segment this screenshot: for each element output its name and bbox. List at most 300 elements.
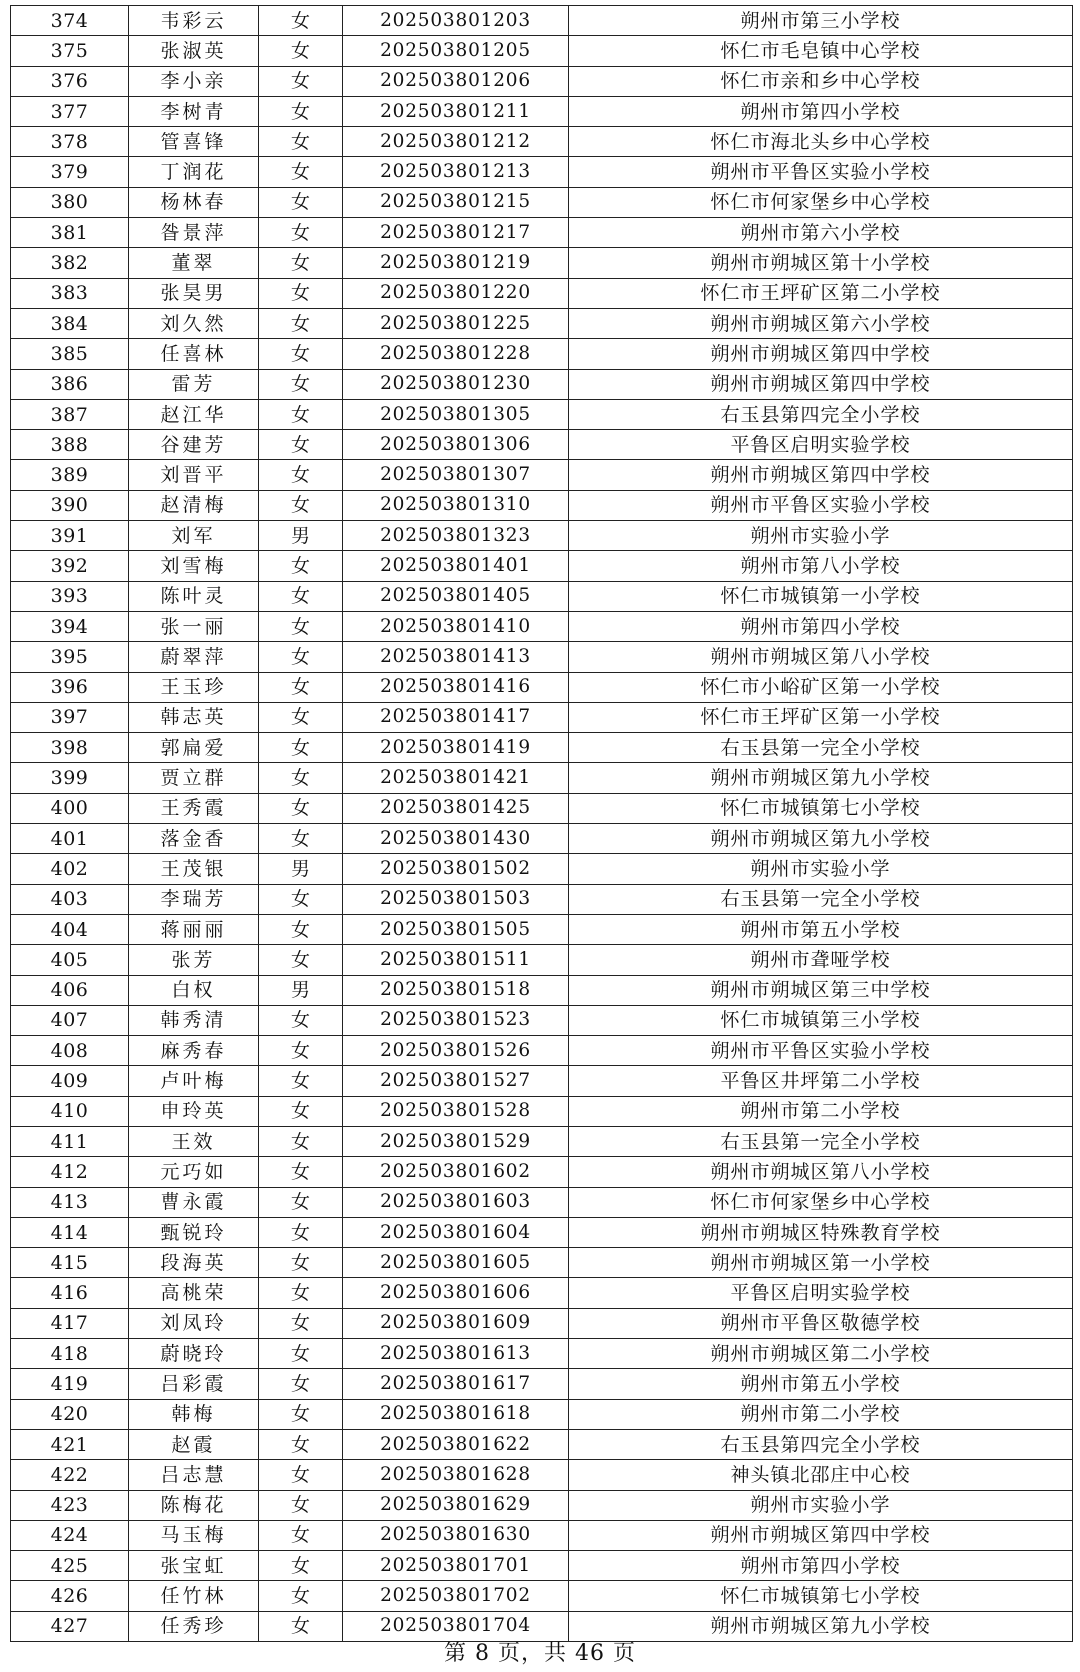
table-row [11, 36, 1073, 66]
table-row [11, 6, 1073, 36]
name-cell: 李树青 [129, 96, 259, 126]
exam-id-cell: 202503801528 [343, 1096, 569, 1126]
page-number-footer: 第 8 页，共 46 页 [444, 1641, 636, 1666]
row-number-cell: 421 [11, 1429, 129, 1459]
table-row [11, 218, 1073, 248]
gender-cell: 女 [259, 884, 343, 914]
name-cell: 刘军 [129, 521, 259, 551]
name-cell: 张芳 [129, 945, 259, 975]
name-cell: 曹永霞 [129, 1187, 259, 1217]
table-row [11, 1036, 1073, 1066]
table-row [11, 187, 1073, 217]
school-cell: 怀仁市王坪矿区第一小学校 [569, 702, 1073, 732]
gender-cell: 女 [259, 551, 343, 581]
school-cell: 朔州市平鲁区实验小学校 [569, 157, 1073, 187]
name-cell: 郭扁爱 [129, 733, 259, 763]
gender-cell: 女 [259, 1096, 343, 1126]
exam-id-cell: 202503801602 [343, 1157, 569, 1187]
gender-cell: 女 [259, 1278, 343, 1308]
school-cell: 朔州市平鲁区实验小学校 [569, 490, 1073, 520]
exam-id-cell: 202503801213 [343, 157, 569, 187]
row-number-cell: 384 [11, 308, 129, 338]
table-row [11, 1399, 1073, 1429]
gender-cell: 女 [259, 672, 343, 702]
gender-cell: 女 [259, 1217, 343, 1247]
school-cell: 朔州市第四小学校 [569, 611, 1073, 641]
name-cell: 王秀霞 [129, 793, 259, 823]
exam-id-cell: 202503801628 [343, 1460, 569, 1490]
exam-id-cell: 202503801603 [343, 1187, 569, 1217]
exam-id-cell: 202503801219 [343, 248, 569, 278]
name-cell: 张昊男 [129, 278, 259, 308]
gender-cell: 女 [259, 945, 343, 975]
school-cell: 朔州市朔城区第一小学校 [569, 1248, 1073, 1278]
table-row [11, 733, 1073, 763]
row-number-cell: 410 [11, 1096, 129, 1126]
gender-cell: 男 [259, 521, 343, 551]
school-cell: 右玉县第一完全小学校 [569, 1126, 1073, 1156]
school-cell: 朔州市朔城区第四中学校 [569, 339, 1073, 369]
name-cell: 董翠 [129, 248, 259, 278]
school-cell: 朔州市朔城区第四中学校 [569, 369, 1073, 399]
gender-cell: 女 [259, 1248, 343, 1278]
row-number-cell: 425 [11, 1551, 129, 1581]
table-row [11, 399, 1073, 429]
gender-cell: 男 [259, 975, 343, 1005]
school-cell: 右玉县第四完全小学校 [569, 399, 1073, 429]
name-cell: 王玉珍 [129, 672, 259, 702]
row-number-cell: 398 [11, 733, 129, 763]
exam-id-cell: 202503801306 [343, 430, 569, 460]
exam-id-cell: 202503801518 [343, 975, 569, 1005]
exam-id-cell: 202503801413 [343, 642, 569, 672]
exam-id-cell: 202503801622 [343, 1429, 569, 1459]
gender-cell: 女 [259, 157, 343, 187]
table-row [11, 521, 1073, 551]
gender-cell: 女 [259, 1126, 343, 1156]
exam-id-cell: 202503801503 [343, 884, 569, 914]
gender-cell: 女 [259, 430, 343, 460]
row-number-cell: 390 [11, 490, 129, 520]
gender-cell: 女 [259, 1036, 343, 1066]
table-row [11, 339, 1073, 369]
exam-id-cell: 202503801527 [343, 1066, 569, 1096]
row-number-cell: 386 [11, 369, 129, 399]
name-cell: 韩志英 [129, 702, 259, 732]
row-number-cell: 414 [11, 1217, 129, 1247]
name-cell: 李瑞芳 [129, 884, 259, 914]
exam-id-cell: 202503801410 [343, 611, 569, 641]
school-cell: 朔州市朔城区第十小学校 [569, 248, 1073, 278]
table-row [11, 551, 1073, 581]
row-number-cell: 422 [11, 1460, 129, 1490]
school-cell: 怀仁市城镇第七小学校 [569, 1581, 1073, 1611]
table-row [11, 975, 1073, 1005]
school-cell: 平鲁区启明实验学校 [569, 430, 1073, 460]
table-row [11, 793, 1073, 823]
school-cell: 朔州市第三小学校 [569, 6, 1073, 36]
exam-id-cell: 202503801228 [343, 339, 569, 369]
row-number-cell: 385 [11, 339, 129, 369]
row-number-cell: 402 [11, 854, 129, 884]
name-cell: 赵江华 [129, 399, 259, 429]
table-row [11, 1126, 1073, 1156]
name-cell: 申玲英 [129, 1096, 259, 1126]
school-cell: 神头镇北邵庄中心校 [569, 1460, 1073, 1490]
row-number-cell: 405 [11, 945, 129, 975]
name-cell: 韩秀清 [129, 1005, 259, 1035]
exam-id-cell: 202503801215 [343, 187, 569, 217]
exam-id-cell: 202503801704 [343, 1611, 569, 1641]
name-cell: 贾立群 [129, 763, 259, 793]
gender-cell: 女 [259, 763, 343, 793]
gender-cell: 女 [259, 611, 343, 641]
gender-cell: 女 [259, 308, 343, 338]
name-cell: 韩梅 [129, 1399, 259, 1429]
table-row [11, 763, 1073, 793]
name-cell: 陈梅花 [129, 1490, 259, 1520]
exam-id-cell: 202503801421 [343, 763, 569, 793]
name-cell: 马玉梅 [129, 1520, 259, 1550]
school-cell: 怀仁市何家堡乡中心学校 [569, 187, 1073, 217]
table-row [11, 66, 1073, 96]
name-cell: 雷芳 [129, 369, 259, 399]
gender-cell: 女 [259, 1005, 343, 1035]
row-number-cell: 383 [11, 278, 129, 308]
name-cell: 落金香 [129, 824, 259, 854]
school-cell: 朔州市第八小学校 [569, 551, 1073, 581]
gender-cell: 女 [259, 581, 343, 611]
school-cell: 朔州市实验小学 [569, 854, 1073, 884]
name-cell: 杨林春 [129, 187, 259, 217]
school-cell: 朔州市第二小学校 [569, 1399, 1073, 1429]
row-number-cell: 388 [11, 430, 129, 460]
school-cell: 朔州市聋哑学校 [569, 945, 1073, 975]
row-number-cell: 395 [11, 642, 129, 672]
row-number-cell: 408 [11, 1036, 129, 1066]
school-cell: 朔州市平鲁区实验小学校 [569, 1036, 1073, 1066]
school-cell: 朔州市第六小学校 [569, 218, 1073, 248]
exam-id-cell: 202503801205 [343, 36, 569, 66]
gender-cell: 女 [259, 369, 343, 399]
gender-cell: 女 [259, 1611, 343, 1641]
school-cell: 怀仁市城镇第七小学校 [569, 793, 1073, 823]
school-cell: 怀仁市小峪矿区第一小学校 [569, 672, 1073, 702]
name-cell: 谷建芳 [129, 430, 259, 460]
school-cell: 朔州市朔城区第四中学校 [569, 1520, 1073, 1550]
row-number-cell: 427 [11, 1611, 129, 1641]
table-row [11, 1096, 1073, 1126]
name-cell: 段海英 [129, 1248, 259, 1278]
row-number-cell: 391 [11, 521, 129, 551]
table-row [11, 1187, 1073, 1217]
exam-id-cell: 202503801203 [343, 6, 569, 36]
table-row [11, 854, 1073, 884]
name-cell: 高桃荣 [129, 1278, 259, 1308]
row-number-cell: 412 [11, 1157, 129, 1187]
exam-id-cell: 202503801416 [343, 672, 569, 702]
table-row [11, 157, 1073, 187]
table-row [11, 1460, 1073, 1490]
table-row [11, 1066, 1073, 1096]
school-cell: 朔州市第四小学校 [569, 1551, 1073, 1581]
gender-cell: 女 [259, 36, 343, 66]
gender-cell: 女 [259, 1490, 343, 1520]
candidate-table [10, 5, 1073, 1642]
exam-id-cell: 202503801613 [343, 1339, 569, 1369]
gender-cell: 女 [259, 702, 343, 732]
row-number-cell: 374 [11, 6, 129, 36]
table-row [11, 430, 1073, 460]
school-cell: 朔州市朔城区第九小学校 [569, 1611, 1073, 1641]
school-cell: 怀仁市毛皂镇中心学校 [569, 36, 1073, 66]
school-cell: 朔州市实验小学 [569, 521, 1073, 551]
row-number-cell: 419 [11, 1369, 129, 1399]
row-number-cell: 400 [11, 793, 129, 823]
row-number-cell: 413 [11, 1187, 129, 1217]
name-cell: 任竹林 [129, 1581, 259, 1611]
table-row [11, 1308, 1073, 1338]
name-cell: 刘晋平 [129, 460, 259, 490]
exam-id-cell: 202503801417 [343, 702, 569, 732]
school-cell: 朔州市实验小学 [569, 1490, 1073, 1520]
row-number-cell: 416 [11, 1278, 129, 1308]
gender-cell: 女 [259, 1581, 343, 1611]
school-cell: 朔州市朔城区第九小学校 [569, 763, 1073, 793]
table-row [11, 884, 1073, 914]
gender-cell: 女 [259, 1157, 343, 1187]
gender-cell: 女 [259, 1066, 343, 1096]
name-cell: 吕彩霞 [129, 1369, 259, 1399]
school-cell: 右玉县第一完全小学校 [569, 884, 1073, 914]
exam-id-cell: 202503801323 [343, 521, 569, 551]
exam-id-cell: 202503801401 [343, 551, 569, 581]
gender-cell: 女 [259, 733, 343, 763]
table-row [11, 1217, 1073, 1247]
exam-id-cell: 202503801502 [343, 854, 569, 884]
exam-id-cell: 202503801305 [343, 399, 569, 429]
exam-id-cell: 202503801206 [343, 66, 569, 96]
exam-id-cell: 202503801310 [343, 490, 569, 520]
table-row [11, 1490, 1073, 1520]
table-row [11, 1278, 1073, 1308]
school-cell: 朔州市朔城区第八小学校 [569, 1157, 1073, 1187]
row-number-cell: 406 [11, 975, 129, 1005]
school-cell: 朔州市朔城区第二小学校 [569, 1339, 1073, 1369]
row-number-cell: 389 [11, 460, 129, 490]
name-cell: 麻秀春 [129, 1036, 259, 1066]
table-row [11, 127, 1073, 157]
name-cell: 李小亲 [129, 66, 259, 96]
gender-cell: 女 [259, 218, 343, 248]
name-cell: 赵清梅 [129, 490, 259, 520]
gender-cell: 女 [259, 1399, 343, 1429]
name-cell: 刘久然 [129, 308, 259, 338]
exam-id-cell: 202503801430 [343, 824, 569, 854]
name-cell: 吕志慧 [129, 1460, 259, 1490]
row-number-cell: 423 [11, 1490, 129, 1520]
name-cell: 管喜锋 [129, 127, 259, 157]
school-cell: 朔州市第二小学校 [569, 1096, 1073, 1126]
exam-id-cell: 202503801526 [343, 1036, 569, 1066]
name-cell: 张淑英 [129, 36, 259, 66]
gender-cell: 女 [259, 1187, 343, 1217]
school-cell: 怀仁市海北头乡中心学校 [569, 127, 1073, 157]
name-cell: 王效 [129, 1126, 259, 1156]
name-cell: 蒋丽丽 [129, 914, 259, 944]
gender-cell: 女 [259, 460, 343, 490]
row-number-cell: 407 [11, 1005, 129, 1035]
school-cell: 怀仁市城镇第三小学校 [569, 1005, 1073, 1035]
gender-cell: 女 [259, 642, 343, 672]
row-number-cell: 399 [11, 763, 129, 793]
school-cell: 朔州市朔城区特殊教育学校 [569, 1217, 1073, 1247]
row-number-cell: 380 [11, 187, 129, 217]
table-row [11, 1429, 1073, 1459]
row-number-cell: 420 [11, 1399, 129, 1429]
gender-cell: 女 [259, 1308, 343, 1338]
name-cell: 王茂银 [129, 854, 259, 884]
gender-cell: 女 [259, 127, 343, 157]
table-row [11, 702, 1073, 732]
gender-cell: 女 [259, 339, 343, 369]
exam-id-cell: 202503801618 [343, 1399, 569, 1429]
exam-id-cell: 202503801307 [343, 460, 569, 490]
table-row [11, 581, 1073, 611]
name-cell: 昝景萍 [129, 218, 259, 248]
name-cell: 丁润花 [129, 157, 259, 187]
table-row [11, 824, 1073, 854]
table-row [11, 1248, 1073, 1278]
name-cell: 白权 [129, 975, 259, 1005]
exam-id-cell: 202503801230 [343, 369, 569, 399]
row-number-cell: 375 [11, 36, 129, 66]
table-row [11, 1551, 1073, 1581]
school-cell: 朔州市朔城区第三中学校 [569, 975, 1073, 1005]
exam-id-cell: 202503801225 [343, 308, 569, 338]
table-row [11, 460, 1073, 490]
gender-cell: 女 [259, 187, 343, 217]
name-cell: 甄锐玲 [129, 1217, 259, 1247]
gender-cell: 女 [259, 914, 343, 944]
exam-id-cell: 202503801217 [343, 218, 569, 248]
school-cell: 朔州市第五小学校 [569, 914, 1073, 944]
school-cell: 右玉县第四完全小学校 [569, 1429, 1073, 1459]
exam-id-cell: 202503801425 [343, 793, 569, 823]
row-number-cell: 401 [11, 824, 129, 854]
row-number-cell: 415 [11, 1248, 129, 1278]
exam-id-cell: 202503801606 [343, 1278, 569, 1308]
table-row [11, 490, 1073, 520]
table-row [11, 1369, 1073, 1399]
name-cell: 刘雪梅 [129, 551, 259, 581]
table-row [11, 369, 1073, 399]
table-row [11, 96, 1073, 126]
row-number-cell: 378 [11, 127, 129, 157]
name-cell: 元巧如 [129, 1157, 259, 1187]
table-row [11, 1005, 1073, 1035]
name-cell: 韦彩云 [129, 6, 259, 36]
exam-id-cell: 202503801701 [343, 1551, 569, 1581]
gender-cell: 男 [259, 854, 343, 884]
exam-id-cell: 202503801617 [343, 1369, 569, 1399]
gender-cell: 女 [259, 793, 343, 823]
exam-id-cell: 202503801702 [343, 1581, 569, 1611]
exam-id-cell: 202503801523 [343, 1005, 569, 1035]
row-number-cell: 382 [11, 248, 129, 278]
name-cell: 任喜林 [129, 339, 259, 369]
exam-id-cell: 202503801630 [343, 1520, 569, 1550]
gender-cell: 女 [259, 824, 343, 854]
name-cell: 张一丽 [129, 611, 259, 641]
row-number-cell: 376 [11, 66, 129, 96]
exam-id-cell: 202503801609 [343, 1308, 569, 1338]
gender-cell: 女 [259, 1520, 343, 1550]
table-row [11, 914, 1073, 944]
row-number-cell: 417 [11, 1308, 129, 1338]
gender-cell: 女 [259, 6, 343, 36]
table-row [11, 1339, 1073, 1369]
school-cell: 朔州市朔城区第八小学校 [569, 642, 1073, 672]
table-row [11, 278, 1073, 308]
row-number-cell: 424 [11, 1520, 129, 1550]
exam-id-cell: 202503801529 [343, 1126, 569, 1156]
table-row [11, 1611, 1073, 1641]
name-cell: 张宝虹 [129, 1551, 259, 1581]
row-number-cell: 409 [11, 1066, 129, 1096]
table-row [11, 308, 1073, 338]
row-number-cell: 381 [11, 218, 129, 248]
school-cell: 朔州市第四小学校 [569, 96, 1073, 126]
row-number-cell: 377 [11, 96, 129, 126]
exam-id-cell: 202503801211 [343, 96, 569, 126]
row-number-cell: 379 [11, 157, 129, 187]
school-cell: 朔州市朔城区第六小学校 [569, 308, 1073, 338]
row-number-cell: 394 [11, 611, 129, 641]
exam-id-cell: 202503801511 [343, 945, 569, 975]
exam-id-cell: 202503801604 [343, 1217, 569, 1247]
gender-cell: 女 [259, 1339, 343, 1369]
school-cell: 朔州市第五小学校 [569, 1369, 1073, 1399]
gender-cell: 女 [259, 1551, 343, 1581]
table-row [11, 1157, 1073, 1187]
table-row [11, 248, 1073, 278]
school-cell: 怀仁市何家堡乡中心学校 [569, 1187, 1073, 1217]
name-cell: 陈叶灵 [129, 581, 259, 611]
gender-cell: 女 [259, 248, 343, 278]
candidate-table-body [11, 6, 1073, 1642]
gender-cell: 女 [259, 1429, 343, 1459]
row-number-cell: 418 [11, 1339, 129, 1369]
school-cell: 平鲁区井坪第二小学校 [569, 1066, 1073, 1096]
exam-id-cell: 202503801220 [343, 278, 569, 308]
row-number-cell: 387 [11, 399, 129, 429]
row-number-cell: 411 [11, 1126, 129, 1156]
school-cell: 怀仁市城镇第一小学校 [569, 581, 1073, 611]
gender-cell: 女 [259, 1460, 343, 1490]
name-cell: 蔚晓玲 [129, 1339, 259, 1369]
name-cell: 蔚翠萍 [129, 642, 259, 672]
table-row [11, 672, 1073, 702]
gender-cell: 女 [259, 1369, 343, 1399]
school-cell: 朔州市平鲁区敬德学校 [569, 1308, 1073, 1338]
exam-id-cell: 202503801212 [343, 127, 569, 157]
school-cell: 平鲁区启明实验学校 [569, 1278, 1073, 1308]
table-row [11, 1581, 1073, 1611]
row-number-cell: 393 [11, 581, 129, 611]
exam-id-cell: 202503801405 [343, 581, 569, 611]
gender-cell: 女 [259, 66, 343, 96]
